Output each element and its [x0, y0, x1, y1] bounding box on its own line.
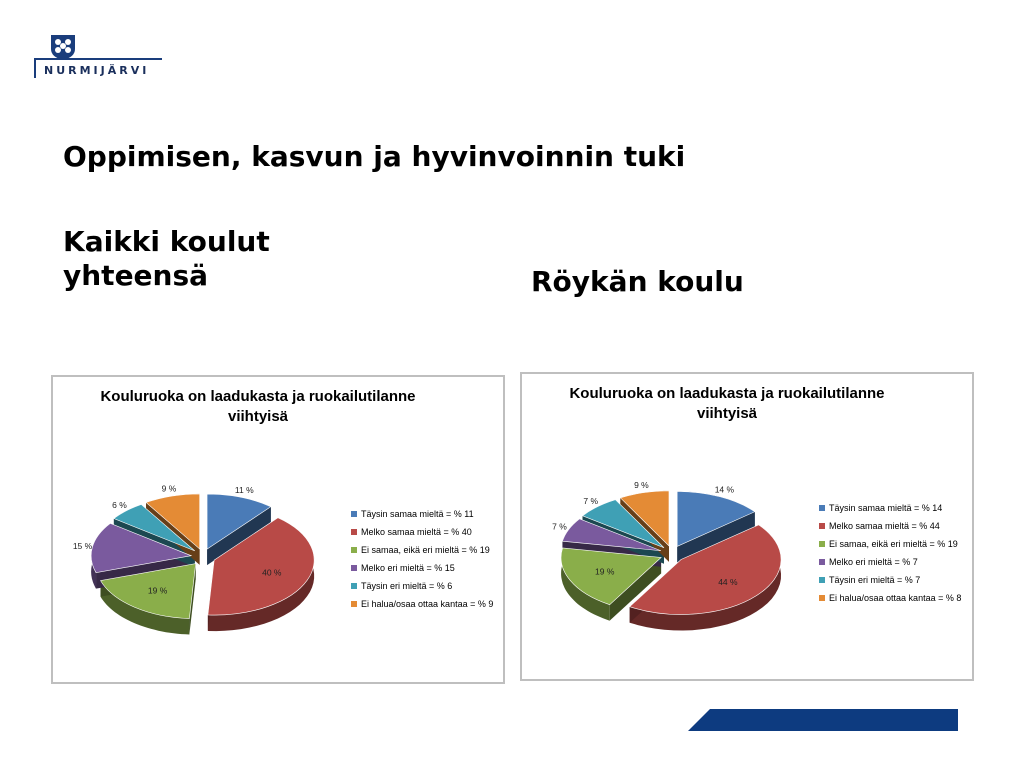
chart-title-line1: Kouluruoka on laadukasta ja ruokailutilanne — [100, 388, 416, 405]
legend-swatch — [819, 595, 825, 601]
logo-rule — [34, 58, 162, 60]
legend-label: Ei halua/osaa ottaa kantaa = % 8 — [829, 593, 962, 603]
legend-swatch — [819, 541, 825, 547]
legend-item — [351, 505, 493, 523]
legend-swatch — [351, 529, 357, 535]
legend-label: Täysin samaa mieltä = % 14 — [829, 503, 943, 513]
legend-item — [819, 499, 961, 517]
pie-data-label: 14 % — [714, 484, 735, 495]
legend-swatch — [819, 577, 825, 583]
legend-swatch — [819, 505, 825, 511]
legend-item — [351, 577, 493, 595]
pie-chart — [542, 469, 832, 669]
pie-data-label: 7 % — [583, 495, 599, 506]
slide-title: Oppimisen, kasvun ja hyvinvoinnin tuki — [63, 140, 686, 173]
legend-item — [351, 559, 493, 577]
subtitle-all-schools — [63, 225, 270, 293]
legend-swatch — [351, 565, 357, 571]
legend-swatch — [351, 583, 357, 589]
legend-item — [819, 553, 961, 571]
pie-data-label: 11 % — [234, 484, 254, 495]
chart-all-schools — [51, 375, 505, 684]
chart-legend — [819, 499, 961, 607]
subtitle-all-schools-line2: yhteensä — [63, 259, 209, 292]
legend-label: Melko samaa mieltä = % 44 — [829, 521, 940, 531]
pie-data-label: 15 % — [73, 540, 93, 551]
legend-label: Ei halua/osaa ottaa kantaa = % 9 — [361, 599, 494, 609]
pie-data-label: 40 % — [262, 567, 282, 578]
legend-swatch — [351, 511, 357, 517]
pie-chart — [73, 472, 363, 672]
legend-label: Ei samaa, eikä eri mieltä = % 19 — [829, 539, 958, 549]
legend-label: Täysin eri mieltä = % 6 — [361, 581, 453, 591]
legend-label: Melko eri mieltä = % 15 — [361, 563, 455, 573]
chart-title-line2: viihtyisä — [696, 405, 758, 422]
legend-item — [819, 535, 961, 553]
legend-swatch — [351, 547, 357, 553]
footer-band — [688, 709, 958, 731]
chart-title — [522, 384, 972, 424]
subtitle-roykka-school: Röykän koulu — [531, 265, 744, 298]
chart-title-line1: Kouluruoka on laadukasta ja ruokailutilanne — [569, 385, 885, 402]
pie-data-label: 19 % — [147, 585, 168, 596]
legend-label: Ei samaa, eikä eri mieltä = % 19 — [361, 545, 490, 555]
chart-roykka-school — [520, 372, 974, 681]
pie-data-label: 19 % — [595, 566, 615, 577]
pie-data-label: 6 % — [112, 500, 127, 510]
logo-rule-vertical — [34, 58, 36, 78]
legend-swatch — [351, 601, 357, 607]
legend-item — [351, 541, 493, 559]
legend-label: Täysin eri mieltä = % 7 — [829, 575, 921, 585]
logo-text: NURMIJÄRVI — [44, 64, 150, 77]
legend-item — [819, 589, 961, 607]
legend-swatch — [819, 523, 825, 529]
legend-label: Melko eri mieltä = % 7 — [829, 557, 918, 567]
pie-data-label: 44 % — [718, 576, 738, 587]
legend-item — [351, 595, 493, 613]
chart-title — [53, 387, 503, 427]
legend-item — [351, 523, 493, 541]
pie-data-label: 9 % — [634, 479, 649, 490]
pie-data-label: 7 % — [552, 521, 567, 532]
chart-title-line2: viihtyisä — [227, 408, 289, 425]
legend-label: Täysin samaa mieltä = % 11 — [361, 509, 474, 519]
coat-of-arms-icon — [49, 33, 77, 61]
subtitle-all-schools-line1: Kaikki koulut — [63, 225, 270, 258]
legend-swatch — [819, 559, 825, 565]
pie-data-label: 9 % — [161, 483, 177, 494]
chart-legend — [351, 505, 493, 613]
legend-label: Melko samaa mieltä = % 40 — [361, 527, 472, 537]
legend-item — [819, 571, 961, 589]
legend-item — [819, 517, 961, 535]
